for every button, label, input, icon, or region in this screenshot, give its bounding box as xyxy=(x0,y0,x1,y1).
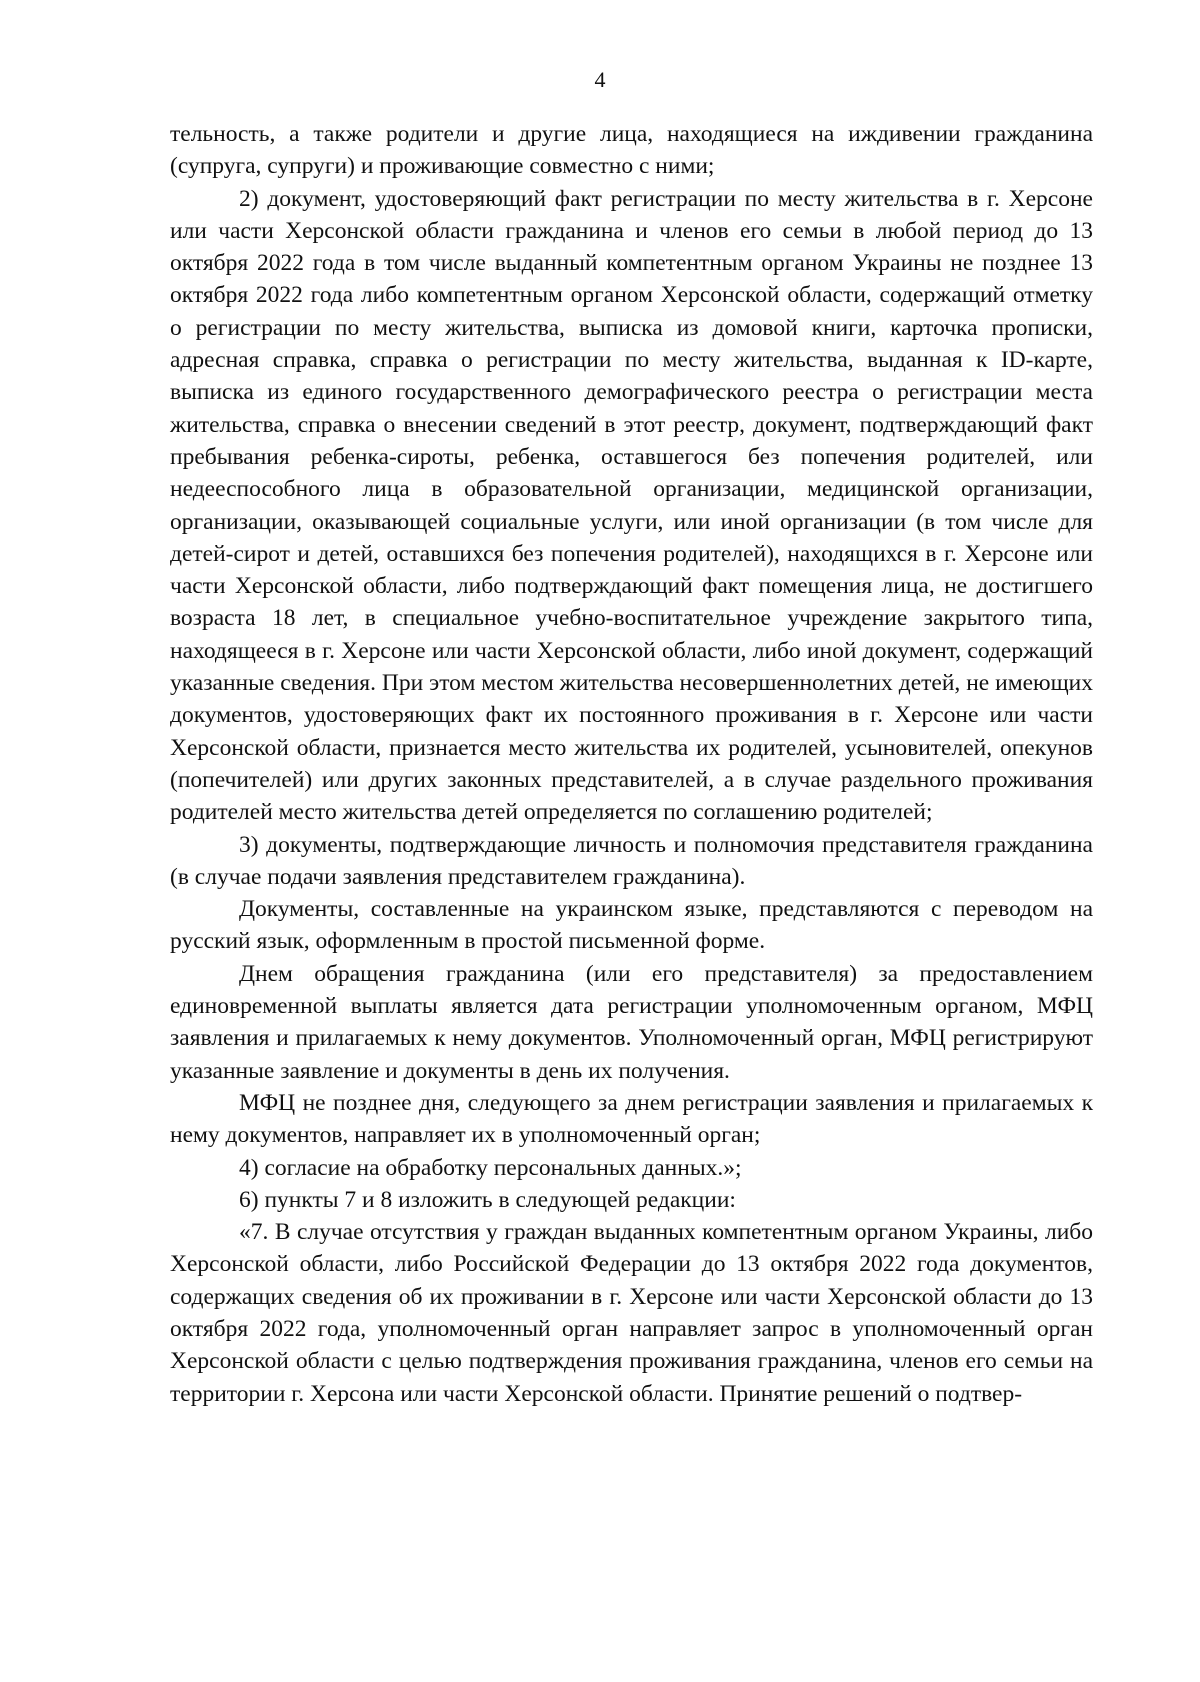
paragraph-continuation: тельность, а также родители и другие лица, находящиеся на иждивении гражданина (супруга, супруги) и проживающие совместно с ними; xyxy=(170,121,1093,180)
paragraph-application-date: Днем обращения гражданина (или его представителя) за предоставлением единовременной выплаты является дата регистрации уполномоченным органом, МФЦ заявления и прилагаемых к нему документов. Уполномоченный орган, МФЦ регистрируют указанные заявление и документы в день их получения. xyxy=(170,960,1093,1084)
paragraph-item-4: 4) согласие на обработку персональных данных.»; xyxy=(239,1154,742,1181)
paragraph-mfc-forwarding: МФЦ не позднее дня, следующего за днем регистрации заявления и прилагаемых к нему документов, направляет их в уполномоченный орган; xyxy=(170,1089,1093,1149)
paragraph-ukrainian-documents: Документы, составленные на украинском языке, представляются с переводом на русский язык, оформленным в простой письменной форме. xyxy=(170,896,1093,955)
paragraph-item-3: 3) документы, подтверждающие личность и полномочия представителя гражданина (в случае подачи заявления представителем гражданина). xyxy=(170,831,1093,890)
paragraph-clause-7: «7. В случае отсутствия у граждан выданных компетентным органом Украины, либо Херсонской области, либо Российской Федерации до 13 октября 2022 года документов, содержащих сведения об их проживании в г. Херсоне или части Херсонской области до 13 октября 2022 года, уполномоченный орган направляет запрос в уполномоченный орган Херсонской области с целью подтверждения проживания гражданина, членов его семьи на территории г. Херсона или части Херсонской области. Принятие решений о подтвер- xyxy=(170,1219,1093,1407)
page-number: 4 xyxy=(594,67,606,92)
document-body xyxy=(170,118,1093,1410)
paragraph-item-2: 2) документ, удостоверяющий факт регистрации по месту жительства в г. Херсоне или части Херсонской области гражданина и членов его семьи в любой период до 13 октября 2022 года в том числе выданный компетентным органом Украины не позднее 13 октября 2022 года либо компетентным органом Херсонской области, содержащий отметку о регистрации по месту жительства, выписка из домовой книги, карточка прописки, адресная справка, справка о регистрации по месту жительства, выданная к ID-карте, выписка из единого государственного демографического реестра о регистрации места жительства, справка о внесении сведений в этот реестр, документ, подтверждающий факт пребывания ребенка-сироты, ребенка, оставшегося без попечения родителей, или недееспособного лица в образовательной организации, медицинской организации, организации, оказывающей социальные услуги, или иной организации (в том числе для детей-сирот и детей, оставшихся без попечения родителей), находящихся в г. Херсоне или части Херсонской области, либо подтверждающий факт помещения лица, не достигшего возраста 18 лет, в специальное учебно-воспитательное учреждение закрытого типа, находящееся в г. Херсоне или части Херсонской области, либо иной документ, содержащий указанные сведения. При этом местом жительства несовершеннолетних детей, не имеющих документов, удостоверяющих факт их постоянного проживания в г. Херсоне или части Херсонской области, признается место жительства их родителей, усыновителей, опекунов (попечителей) или других законных представителей, а в случае раздельного проживания родителей место жительства детей определяется по соглашению родителей; xyxy=(170,185,1093,826)
paragraph-item-6: 6) пункты 7 и 8 изложить в следующей редакции: xyxy=(239,1186,736,1213)
